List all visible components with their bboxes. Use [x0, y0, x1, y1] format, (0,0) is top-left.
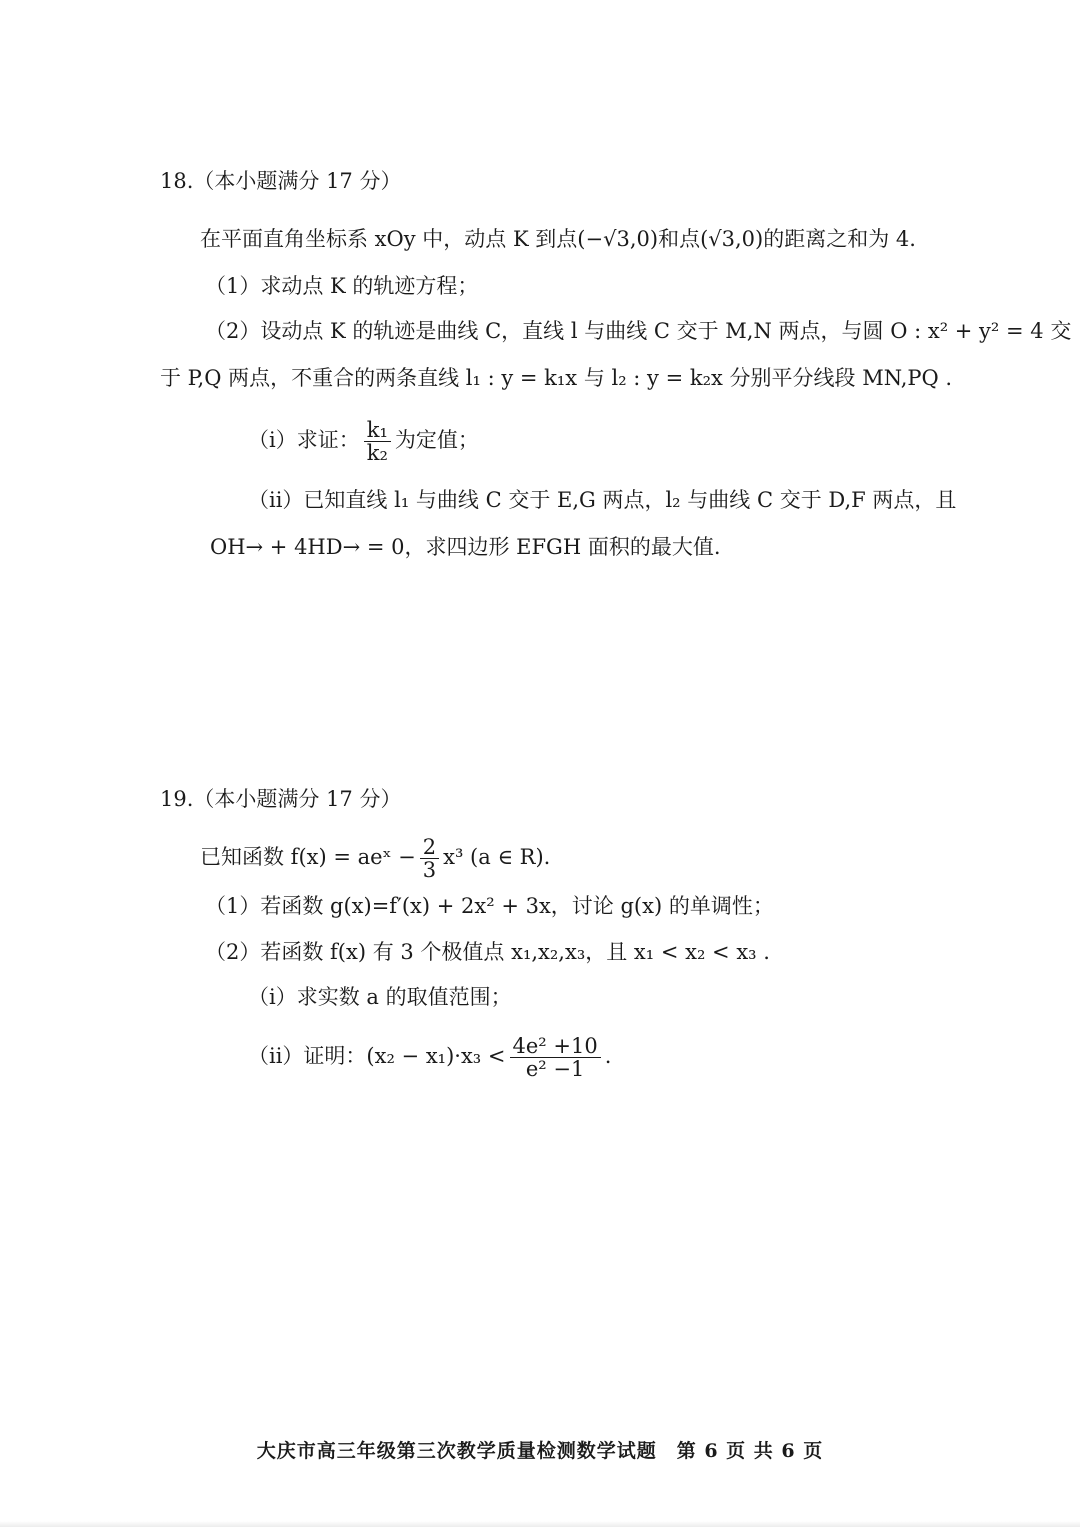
q19-stem — [200, 828, 550, 886]
fraction-numerator: 4e² +10 — [510, 1035, 601, 1058]
q18-sub-ii-line1: （ii）已知直线 l₁ 与曲线 C 交于 E,G 两点，l₂ 与曲线 C 交于 D,F 两点，且 — [248, 488, 957, 512]
q18-part2-line2: 于 P,Q 两点，不重合的两条直线 l₁ : y = k₁x 与 l₂ : y = k₂x 分别平分线段 MN,PQ . — [160, 366, 953, 390]
scan-edge-shadow — [0, 1521, 1080, 1527]
q18-sub-i — [248, 410, 479, 470]
q19-part1: （1）若函数 g(x)=f′(x) + 2x² + 3x，讨论 g(x) 的单调性； — [205, 894, 774, 918]
q18-sub-ii-line2: OH→ + 4HD→ = 0，求四边形 EFGH 面积的最大值. — [210, 535, 721, 559]
coefficient-fraction — [420, 836, 439, 881]
fraction-denominator: 3 — [422, 858, 437, 882]
q18-stem: 在平面直角坐标系 xOy 中，动点 K 到点(−√3,0)和点(√3,0)的距离之和为 4. — [200, 227, 916, 251]
q19-stem-suffix: x³ (a ∈ R). — [443, 845, 551, 869]
fraction-denominator: k₂ — [366, 441, 388, 465]
fraction-numerator: 2 — [420, 836, 439, 859]
fraction-denominator: e² −1 — [525, 1057, 585, 1081]
q18-sub-i-prefix: （i）求证： — [248, 428, 360, 452]
q19-stem-prefix: 已知函数 f(x) = aeˣ − — [200, 845, 416, 869]
fraction-numerator: k₁ — [364, 419, 391, 442]
k-ratio-fraction — [364, 419, 391, 464]
q19-part2: （2）若函数 f(x) 有 3 个极值点 x₁,x₂,x₃，且 x₁ < x₂ < x₃ . — [205, 940, 770, 964]
page-footer: 大庆市高三年级第三次教学质量检测数学试题 第 6 页 共 6 页 — [256, 1440, 824, 1462]
bound-fraction — [510, 1035, 601, 1080]
q18-sub-i-suffix: 为定值； — [394, 428, 479, 452]
q19-sub-ii — [248, 1026, 611, 1086]
q19-sub-i: （i）求实数 a 的取值范围； — [248, 985, 512, 1009]
q19-sub-ii-suffix: . — [604, 1044, 612, 1068]
q18-header: 18.（本小题满分 17 分） — [160, 169, 402, 193]
q19-sub-ii-prefix: （ii）证明：(x₂ − x₁)·x₃ < — [248, 1044, 506, 1068]
q19-header: 19.（本小题满分 17 分） — [160, 787, 402, 811]
q18-part1: （1）求动点 K 的轨迹方程； — [205, 274, 479, 298]
q18-part2-line1: （2）设动点 K 的轨迹是曲线 C，直线 l 与曲线 C 交于 M,N 两点，与圆 O : x² + y² = 4 交 — [205, 319, 1072, 343]
